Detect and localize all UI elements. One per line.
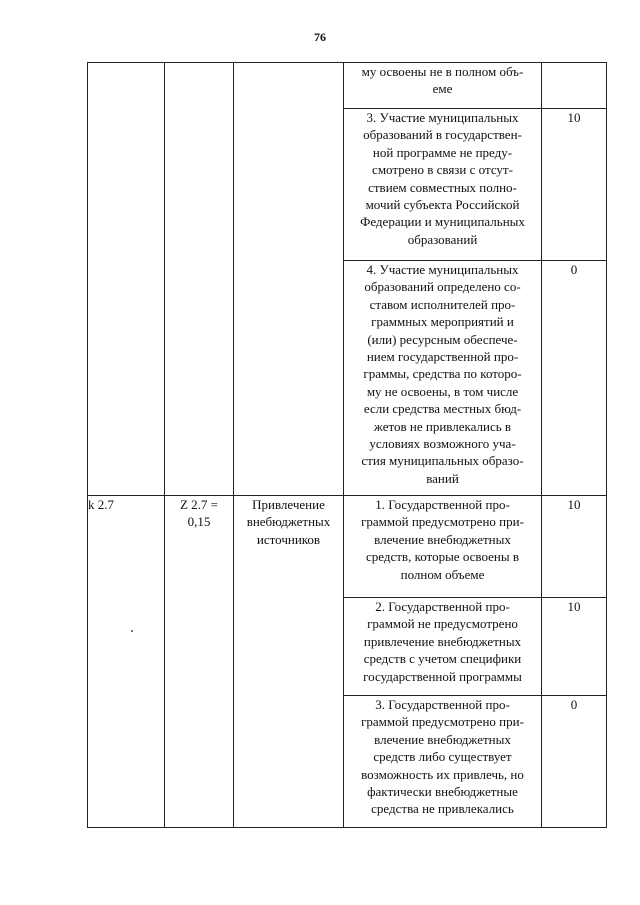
condition-cell: 3. Участие муниципальных образований в государствен- ной программе не преду- смотрено в связи с отсут- ствием совместных полно- мочий субъекта Российской Федерации и муниципальных образований: [344, 109, 542, 261]
score-cell: [542, 63, 607, 109]
code-cell: k 2.7: [88, 496, 165, 828]
condition-cell: 2. Государственной про- граммой не предусмотрено привлечение внебюджетных средств с учетом специфики государственной программы: [344, 598, 542, 696]
page-number: 76: [314, 30, 326, 44]
table-row: [88, 63, 607, 109]
criterion-cell: [234, 63, 344, 496]
table-row: [88, 496, 607, 598]
criterion-cell: Привлечение внебюджетных источников: [234, 496, 344, 828]
score-cell: 10: [542, 109, 607, 261]
score-cell: 10: [542, 598, 607, 696]
scan-speck: [131, 630, 133, 632]
condition-cell: 3. Государственной про- граммой предусмотрено при- влечение внебюджетных средств либо существует возможность их привлечь, но фактически внебюджетные средства не привлекались: [344, 696, 542, 828]
code-cell: [88, 63, 165, 496]
condition-cell: му освоены не в полном объ- еме: [344, 63, 542, 109]
formula-cell: Z 2.7 = 0,15: [165, 496, 234, 828]
score-cell: 10: [542, 496, 607, 598]
criteria-table: [87, 62, 607, 828]
condition-cell: 4. Участие муниципальных образований определено со- ставом исполнителей про- граммных мероприятий и (или) ресурсным обеспече- нием государственной про- граммы, средства по которо- му не освоены, в том числе если средства местных бюд- жетов не привлекались в условиях возможного уча- стия муниципальных образо- ваний: [344, 261, 542, 496]
formula-cell: [165, 63, 234, 496]
condition-cell: 1. Государственной про- граммой предусмотрено при- влечение внебюджетных средств, которые освоены в полном объеме: [344, 496, 542, 598]
score-cell: 0: [542, 261, 607, 496]
score-cell: 0: [542, 696, 607, 828]
